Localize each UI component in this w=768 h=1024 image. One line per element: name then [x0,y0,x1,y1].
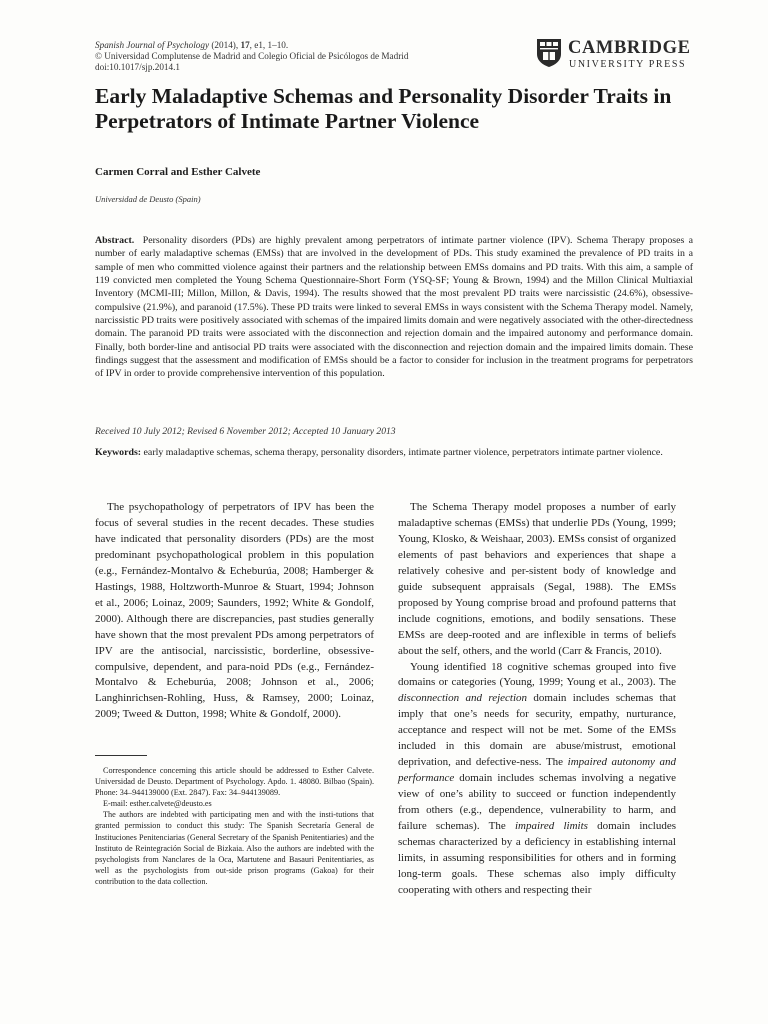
doi-line: doi:10.1017/sjp.2014.1 [95,62,180,73]
footnotes [95,765,374,887]
citation-year: (2014), [209,40,241,50]
footnote-rule [95,755,147,756]
body-paragraph: The psychopathology of perpetrators of IPV has been the focus of several studies in the recent decades. These studies have indicated that personality disorders (PDs) are the most predominant psychopathological problem in this population (e.g., Fernández-Montalvo & Echeburúa, 2008; Hamberger & Hastings, 1988, Holtzworth-Munroe & Stuart, 1994; Johnson et al., 2006; Loinaz, 2009; Saunders, 1992; White & Gondolf, 2000). Although there are discrepancies, past studies generally have shown that the most prevalent PDs among perpetrators of IPV are the antisocial, narcissistic, borderline, obsessive-compulsive, dependent, and para-noid PDs (e.g., Fernández-Montalvo & Echeburúa, 2008; Johnson et al., 2006; Langhinrichsen-Rohling, Huss, & Ramsey, 2000; Loinaz, 2009; Tweed & Dutton, 1998; White & Gondolf, 2000). [95,501,374,721]
affiliation: Universidad de Deusto (Spain) [95,194,201,204]
authors: Carmen Corral and Esther Calvete [95,166,261,178]
email-note: E-mail: esther.calvete@deusto.es [103,799,212,809]
body-paragraph [398,660,676,899]
abstract-label: Abstract. [95,235,135,246]
journal-meta [95,40,515,74]
body-left-column [95,500,374,723]
keywords-label: Keywords: [95,447,142,458]
body-right-column [398,500,676,899]
cambridge-shield-icon [536,38,562,68]
text-run: domain includes schemas that imply that one’s needs for security, empathy, nurturance, acceptance and respect will not be met. Some of the EMSs included in this domain are abuse/mistrust, emotional deprivation, and defective-ness. The [398,692,676,769]
text-run: domain includes schemas involving a negative view of one’s ability to succeed or function independently from others (e.g., dependence, vulnerability to harm, and failure schemas). The [398,772,676,833]
term-impaired-limits: impaired limits [514,820,588,833]
publisher-subname: UNIVERSITY PRESS [569,59,687,70]
keywords [95,446,693,459]
correspondence-note: Correspondence concerning this article should be addressed to Esther Calvete. Universidad de Deusto. Department of Psychology. Apdo. 1. 48080. Bilbao (Spain). Phone: 34–944139000 (Ext. 2847). Fax: 34–944139089. [95,766,374,798]
publisher-logo [536,36,691,76]
article-title: Early Maladaptive Schemas and Personality Disorder Traits in Perpetrators of Intimate Partner Violence [95,84,672,133]
abstract [95,234,693,381]
publisher-name: CAMBRIDGE [568,38,691,58]
journal-name: Spanish Journal of Psychology [95,40,210,50]
journal-citation [95,40,515,51]
abstract-text: Personality disorders (PDs) are highly prevalent among perpetrators of intimate partner violence (IPV). Schema Therapy proposes a number of early maladaptive schemas (EMSs) that are involved in the development of PDs. This study examined the prevalence of PD traits in a sample of men who committed violence against their partners and the relationship between EMSs domains and PD traits. With this aim, a sample of 119 convicted men completed the Young Schema Questionnaire-Short Form (YSQ-SF; Young & Brown, 1994) and the Millon Clinical Multiaxial Inventory (MCMI-III; Millon, Millon, & Davis, 1994). The results showed that the most prevalent PD traits were narcissistic (24.6%), obsessive-compulsive (21.9%), and paranoid (17.5%). These PD traits were linked to several EMSs in ways consistent with the Schema Therapy model. Namely, narcissistic PD traits were positively associated with schemas of the impaired limits domain and were negatively associated with the other-directedness domain. The paranoid PD traits were associated with the disconnection and rejection domain and the impaired autonomy and performance domain. Finally, both border-line and antisocial PD traits were associated with the disconnection and rejection domain and the impaired limits domain. These findings suggest that the assessment and modification of EMSs should be a factor to consider for inclusion in the treatment programs for perpetrators of IPV in order to provide comprehensive intervention of this population. [95,235,693,380]
journal-volume: 17 [240,40,250,50]
text-run: domain includes schemas characterized by a deficiency in establishing internal limits, in assuming responsibilities for others and in forming long-term goals. These schemas also imply difficulty cooperating with others and respecting their [398,820,677,896]
acknowledgment-note: The authors are indebted with participating men and with the insti-tutions that granted permission to conduct this study: The Spanish Secretaría General de Instituciones Penitenciarias (General Secretary of the Spanish Penitentiaries) and the Instituto de Reintegración Social de Bizkaia. Also the authors are indebted with the psychologists from Nanclares de la Oca, Martutene and Basauri Penitentiaries, as well as the psychologists from out-side prison programs (Gakoa) for their contribution to the data collection. [95,810,374,886]
term-disconnection-rejection: disconnection and rejection [398,692,528,705]
body-paragraph: The Schema Therapy model proposes a number of early maladaptive schemas (EMSs) that underlie PDs (Young, 1999; Young, Klosko, & Weishaar, 2003). EMSs consist of organized elements of past behaviors and experiences that shape a relatively cohesive and per-sistent body of knowledge and guide subsequent appraisals (Segal, 1988). The EMSs proposed by Young comprise broad and profound patterns that include cognitions, emotions, and bodily sensations. These EMSs are deep-rooted and are inflexible in terms of beliefs about the self, others, and the world (Carr & Francis, 2010). [398,501,676,657]
received-dates: Received 10 July 2012; Revised 6 November 2012; Accepted 10 January 2013 [95,426,396,437]
term-impaired-autonomy: impaired autonomy and performance [398,756,677,785]
keywords-text: early maladaptive schemas, schema therapy, personality disorders, intimate partner violence, perpetrators intimate partner violence. [143,447,663,458]
copyright-line: © Universidad Complutense de Madrid and Colegio Oficial de Psicólogos de Madrid [95,51,409,62]
text-run: Young identified 18 cognitive schemas grouped into five domains or categories (Young, 1999; Young et al., 2003). The [398,660,676,689]
journal-pages: , e1, 1–10. [249,40,289,50]
